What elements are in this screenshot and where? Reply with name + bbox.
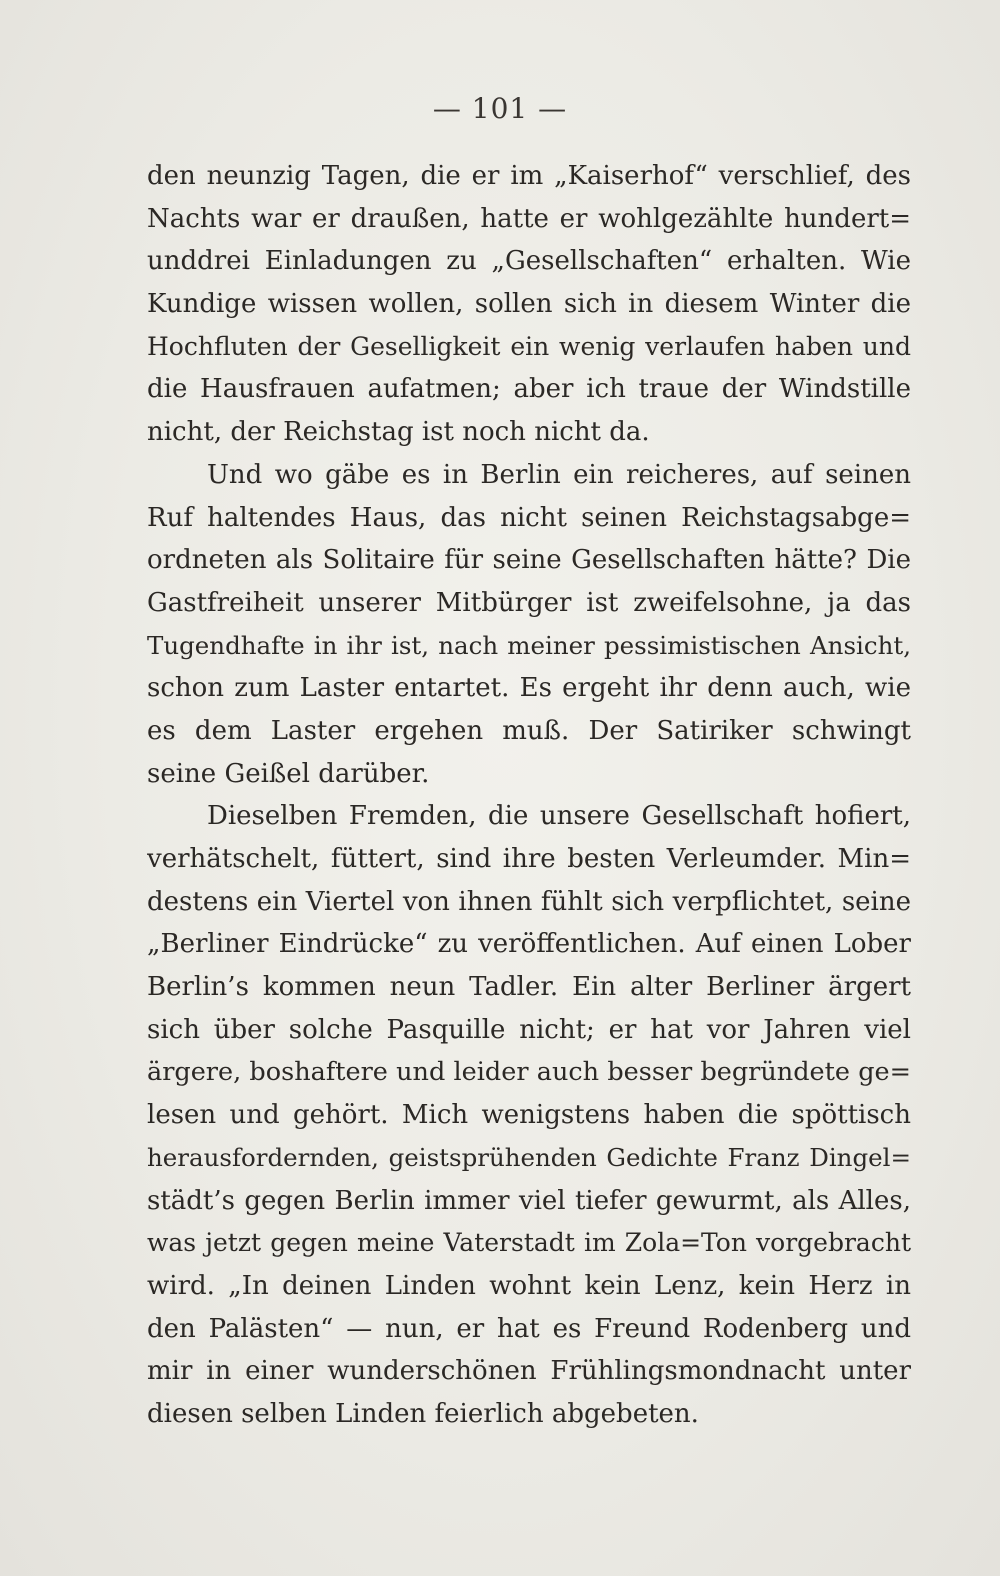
text-line: Hochfluten der Geselligkeit ein wenig verlaufen haben und: [147, 331, 911, 361]
text-line: Dieselben Fremden, die unsere Gesellschaft hofiert,: [207, 801, 911, 832]
text-line: Berlin’s kommen neun Tadler. Ein alter Berliner ärgert: [147, 972, 911, 1003]
text-line: den neunzig Tagen, die er im „Kaiserhof“ verschlief, des: [147, 161, 911, 191]
text-line: Nachts war er draußen, hatte er wohlgezählte hundert=: [147, 203, 911, 234]
text-line: „Berliner Eindrücke“ zu veröffentlichen. Auf einen Lober: [147, 929, 911, 960]
text-line: sich über solche Pasquille nicht; er hat vor Jahren viel: [147, 1014, 911, 1045]
text-line: ärgere, boshaftere und leider auch besser begründete ge=: [147, 1057, 911, 1088]
text-line: mir in einer wunderschönen Frühlingsmondnacht unter: [147, 1356, 911, 1387]
text-line: nicht, der Reichstag ist noch nicht da.: [147, 417, 650, 448]
text-line: schon zum Laster entartet. Es ergeht ihr denn auch, wie: [147, 673, 911, 704]
text-line: unddrei Einladungen zu „Gesellschaften“ erhalten. Wie: [147, 246, 911, 277]
text-line: seine Geißel darüber.: [147, 758, 430, 789]
text-line: wird. „In deinen Linden wohnt kein Lenz, kein Herz in: [147, 1270, 911, 1301]
text-line: diesen selben Linden feierlich abgebeten.: [147, 1398, 699, 1429]
body-text: [147, 155, 911, 1436]
page-number: — 101 —: [432, 92, 568, 125]
text-line: lesen und gehört. Mich wenigstens haben die spöttisch: [147, 1100, 911, 1131]
text-line: Ruf haltendes Haus, das nicht seinen Reichstagsabge=: [147, 502, 911, 533]
text-line: Gastfreiheit unserer Mitbürger ist zweifelsohne, ja das: [147, 587, 911, 618]
text-line: Und wo gäbe es in Berlin ein reicheres, auf seinen: [207, 459, 911, 490]
text-line: was jetzt gegen meine Vaterstadt im Zola=Ton vorgebracht: [147, 1228, 911, 1258]
text-line: städt’s gegen Berlin immer viel tiefer gewurmt, als Alles,: [147, 1185, 911, 1216]
text-line: den Palästen“ — nun, er hat es Freund Rodenberg und: [147, 1313, 911, 1344]
text-line: es dem Laster ergehen muß. Der Satiriker schwingt: [147, 715, 911, 746]
text-line: Tugendhafte in ihr ist, nach meiner pessimistischen Ansicht,: [147, 630, 911, 660]
text-line: die Hausfrauen aufatmen; aber ich traue der Windstille: [147, 374, 911, 405]
text-line: verhätschelt, füttert, sind ihre besten Verleumder. Min=: [147, 844, 911, 874]
text-line: herausfordernden, geistsprühenden Gedichte Franz Dingel=: [147, 1142, 911, 1172]
text-line: ordneten als Solitaire für seine Gesellschaften hätte? Die: [147, 545, 911, 576]
text-line: destens ein Viertel von ihnen fühlt sich verpflichtet, seine: [147, 886, 911, 917]
text-line: Kundige wissen wollen, sollen sich in diesem Winter die: [147, 289, 911, 320]
